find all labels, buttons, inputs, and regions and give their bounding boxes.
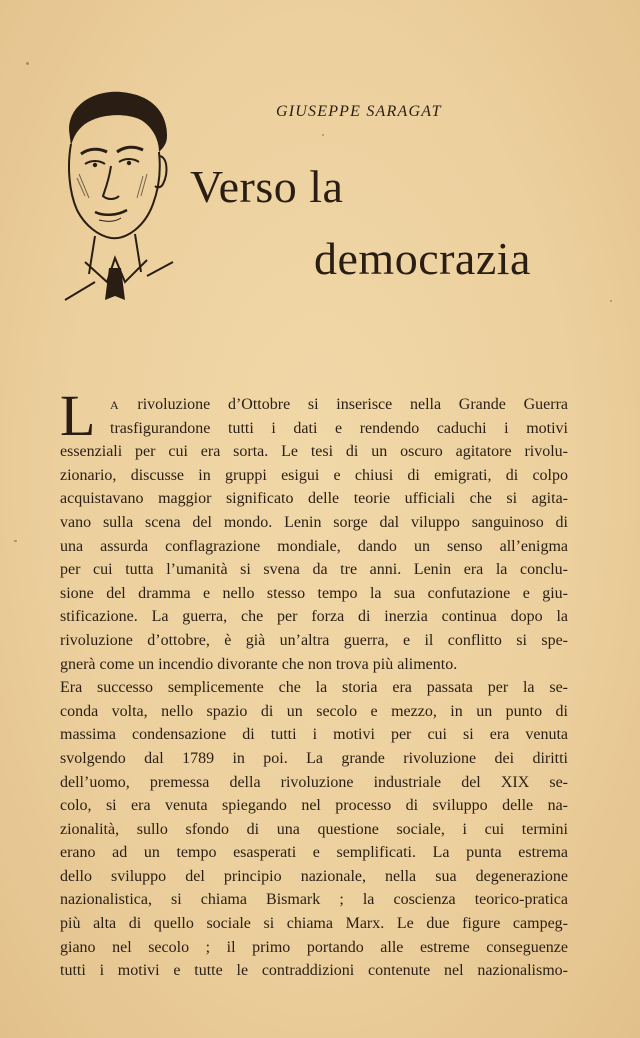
- body-line: erano ad un tempo esasperati e semplificati. La punta estrema: [60, 844, 568, 862]
- body-line: nazionalistica, si chiama Bismark ; la coscienza teorico-pratica: [60, 891, 568, 909]
- author-portrait-sketch: [55, 86, 175, 304]
- body-line: tutti i motivi e tutte le contraddizioni contenute nel nazionalismo-: [60, 962, 568, 980]
- body-line: conda volta, nello spazio di un secolo e mezzo, in un punto di: [60, 702, 568, 720]
- body-line: vano sulla scena del mondo. Lenin sorge dal viluppo sanguinoso di: [60, 513, 568, 531]
- body-line: svolgendo dal 1789 in poi. La grande rivoluzione dei diritti: [60, 749, 568, 767]
- body-line: giano nel secolo ; il primo portando alle estreme conseguenze: [60, 938, 568, 956]
- body-line: acquistavano maggior significato delle teorie ufficiali che si agita-: [60, 490, 568, 508]
- body-line: A rivoluzione d’Ottobre si inserisce nella Grande Guerra: [110, 396, 569, 413]
- body-line: dell’uomo, premessa della rivoluzione industriale del XIX se-: [60, 773, 568, 791]
- paper-speck: [14, 540, 17, 542]
- paper-speck: [322, 134, 324, 136]
- article-title-line-2: democrazia: [314, 233, 531, 284]
- first-word-smallcap: A: [110, 398, 120, 412]
- body-line: sione del dramma e nello stesso tempo la sua confutazione e giu-: [60, 584, 568, 602]
- body-line: essenziali per cui era sorta. Le tesi di un oscuro agitatore rivolu-: [60, 443, 568, 461]
- body-line: zionalità, sullo sfondo di una questione sociale, i cui termini: [60, 820, 568, 838]
- body-line: trasfigurandone tutti i dati e rendendo caduchi i motivi: [110, 419, 568, 437]
- drop-cap: L: [60, 383, 96, 448]
- author-name: GIUSEPPE SARAGAT: [276, 103, 442, 120]
- paper-speck: [610, 300, 612, 302]
- body-line: una assurda conflagrazione mondiale, dando un senso all’enigma: [60, 537, 568, 555]
- article-title-line-1: Verso la: [190, 161, 344, 212]
- body-line: colo, si era venuta spiegando nel processo di sviluppo delle na-: [60, 797, 568, 815]
- article-body: [60, 393, 568, 983]
- body-line: massima condensazione di tutti i motivi per cui si era venuta: [60, 726, 568, 744]
- body-line: dello sviluppo del principio nazionale, nella sua degenerazione: [60, 867, 568, 885]
- body-line: zionario, discusse in gruppi esigui e chiusi di emigrati, di colpo: [60, 466, 568, 484]
- paper-speck: [26, 62, 29, 65]
- body-line: gnerà come un incendio divorante che non trova più alimento.: [60, 655, 458, 673]
- body-line: per cui tutta l’umanità si svena da tre anni. Lenin era la conclu-: [60, 561, 568, 579]
- body-line: più alta di quello sociale si chiama Marx. Le due figure campeg-: [60, 915, 568, 933]
- body-line: stificazione. La guerra, che per forza di inerzia continua dopo la: [60, 608, 568, 626]
- body-line: Era successo semplicemente che la storia era passata per la se-: [60, 679, 568, 697]
- body-line: rivoluzione d’ottobre, è già un’altra guerra, e il conflitto si spe-: [60, 631, 568, 649]
